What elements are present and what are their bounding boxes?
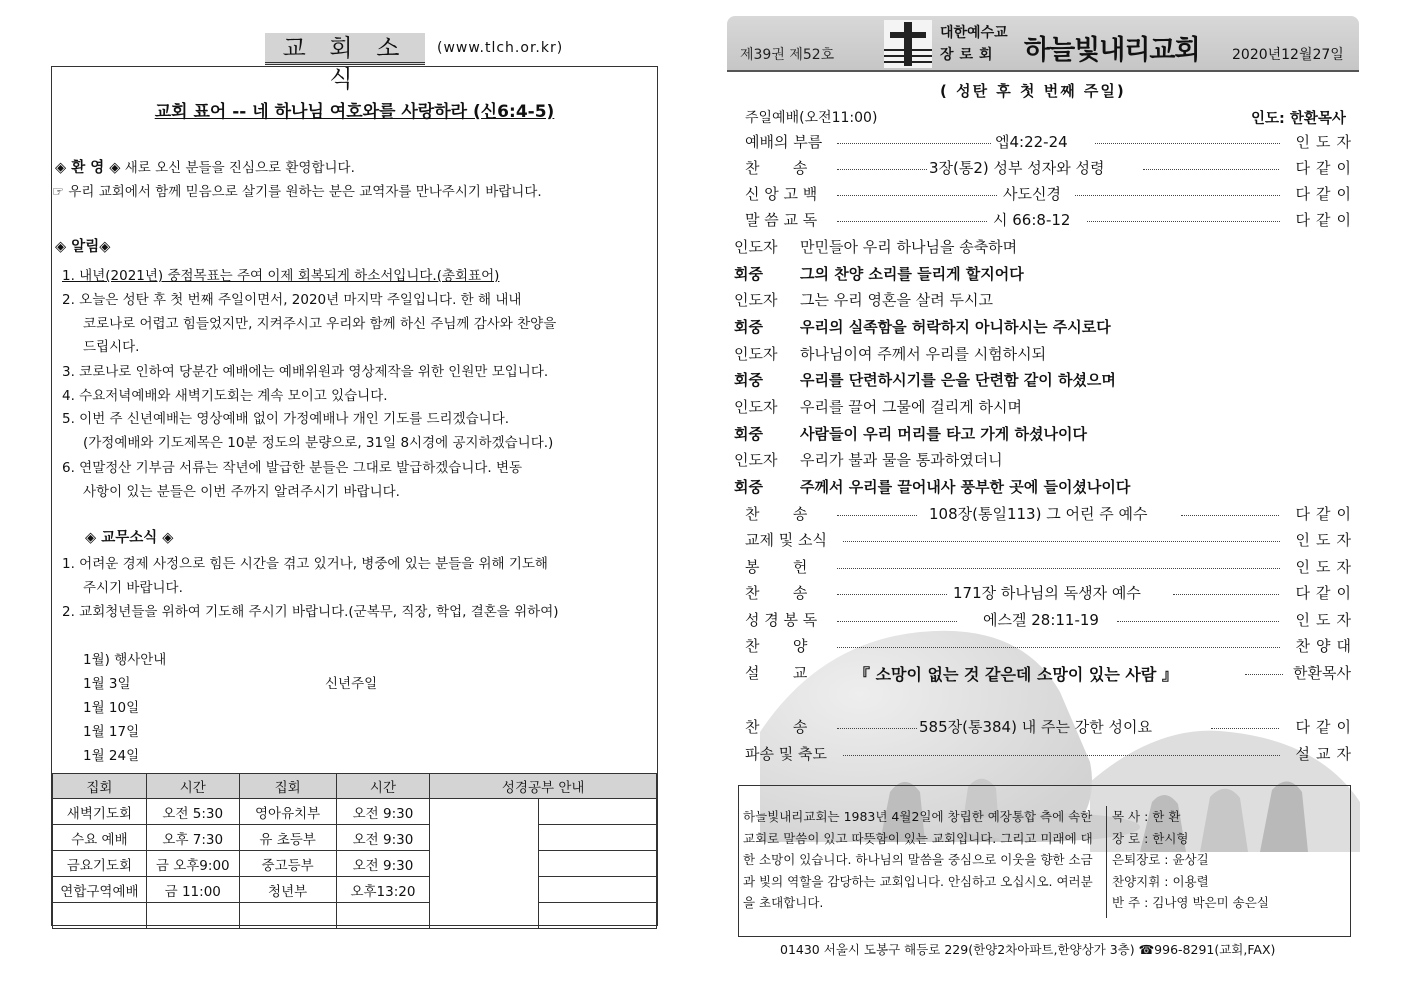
notice-item: (가정예배와 기도제목은 10분 정도의 분량으로, 31일 8시경에 공지하겠습니다.) [83, 435, 554, 451]
table-cell [539, 799, 657, 825]
table-cell: 오전 9:30 [336, 851, 430, 877]
welcome-heading: ◈ 환 영 ◈ 새로 오신 분들을 진심으로 환영합니다. [55, 160, 355, 176]
table-cell [539, 877, 657, 903]
staff-list [1112, 806, 1269, 914]
order-leader: 다같이 [1295, 718, 1357, 736]
event-name: 신년주일 [325, 676, 378, 692]
reading-line: 회중 그의 찬양 소리를 들리게 할지어다 [734, 265, 1024, 283]
reading-line: 회중 우리의 실족함을 허락하지 아니하시는 주시로다 [734, 318, 1111, 336]
order-detail: 시 66:8-12 [993, 211, 1071, 229]
event-date: 1월 10일 [83, 700, 140, 716]
welcome-line: ☞ 우리 교회에서 함께 믿음으로 살기를 원하는 분은 교역자를 만나주시기 바랍니다. [52, 184, 542, 200]
order-leader: 인도자 [1295, 558, 1357, 576]
table-cell: 영아유치부 [239, 799, 336, 825]
order-label: 신 앙 고 백 [745, 185, 818, 203]
table-cell [539, 851, 657, 877]
order-label: 예배의 부름 [745, 133, 823, 151]
news-panel [51, 66, 658, 926]
reading-line: 인도자 그는 우리 영혼을 살려 두시고 [734, 291, 993, 309]
table-cell: 새벽기도회 [53, 799, 147, 825]
worship-order-item [745, 716, 1357, 738]
table-header: 집회 [239, 774, 336, 799]
table-cell: 청년부 [239, 877, 336, 903]
table-header: 집회 [53, 774, 147, 799]
order-detail: 사도신경 [1003, 185, 1061, 203]
table-row [53, 877, 657, 903]
reading-line: 인도자 만민들아 우리 하나님을 송축하며 [734, 238, 1018, 256]
order-detail: 에스겔 28:11-19 [983, 611, 1099, 629]
worship-order-item [745, 662, 1351, 684]
table-cell: 금요기도회 [53, 851, 147, 877]
table-cell: 오전 9:30 [336, 825, 430, 851]
worship-order-item [745, 582, 1357, 604]
worship-order-item [745, 157, 1357, 179]
worship-order-item [745, 183, 1357, 205]
order-label: 파송 및 축도 [745, 745, 827, 763]
order-detail: 3장(통2) 성부 성자와 성령 [929, 159, 1105, 177]
event-date: 1월 24일 [83, 748, 140, 764]
order-detail: 108장(통일113) 그 어린 주 예수 [929, 505, 1148, 523]
notice-item: 드립시다. [83, 339, 140, 355]
church-motto: 교회 표어 -- 네 하나님 여호와를 사랑하라 (신6:4-5) [154, 102, 555, 122]
notice-heading: ◈ 알림◈ [55, 239, 111, 255]
reading-line: 인도자 우리가 불과 물을 통과하였더니 [734, 451, 1003, 469]
order-leader: 찬양대 [1295, 637, 1357, 655]
order-label: 말 씀 교 독 [745, 211, 818, 229]
notice-item: 3. 코로나로 인하여 당분간 예배에는 예배위원과 영상제작을 위한 인원만 모입니다. [62, 364, 549, 380]
order-label: 찬 송 [745, 505, 808, 523]
notice-item: 5. 이번 주 신년예배는 영상예배 없이 가정예배나 개인 기도를 드리겠습니다. [62, 411, 510, 427]
staff-entry: 목 사 : 한 환 [1112, 809, 1181, 824]
order-leader: 다같이 [1295, 185, 1357, 203]
notice-item: 코로나로 어렵고 힘들었지만, 지켜주시고 우리와 함께 하신 주님께 감사와 찬양을 [83, 316, 557, 332]
table-row [53, 903, 657, 929]
order-leader: 인도자 [1295, 611, 1357, 629]
table-header: 시간 [336, 774, 430, 799]
notice-item: 4. 수요저녁예배와 새벽기도회는 계속 모이고 있습니다. [62, 388, 388, 404]
staff-news-item: 2. 교회청년들을 위하여 기도해 주시기 바랍니다.(군복무, 직장, 학업, 결혼을 위하여) [62, 604, 559, 620]
staff-entry: 장 로 : 한시형 [1112, 830, 1189, 846]
church-info-box [738, 785, 1351, 937]
welcome-text: 새로 오신 분들을 진심으로 환영합니다. [120, 160, 355, 176]
worship-order-item [745, 209, 1357, 231]
order-leader: 설교자 [1295, 745, 1357, 763]
website-url: (www.tlch.or.kr) [437, 40, 564, 56]
table-cell [146, 903, 239, 929]
order-detail: 171장 하나님의 독생자 예수 [953, 584, 1141, 602]
staff-news-heading: ◈ 교무소식 ◈ [85, 530, 174, 546]
worship-order-item [745, 743, 1357, 765]
table-cell [539, 903, 657, 929]
worship-order-item [745, 529, 1357, 551]
table-cell [336, 903, 430, 929]
table-cell: 금 오후9:00 [146, 851, 239, 877]
order-leader: 한환목사 [1293, 664, 1351, 682]
notice-item: 2. 오늘은 성탄 후 첫 번째 주일이면서, 2020년 마지막 주일입니다. 한 해 내내 [62, 292, 522, 308]
table-row [53, 851, 657, 877]
order-leader: 다같이 [1295, 159, 1357, 177]
reading-line: 회중 우리를 단련하시기를 은을 단련함 같이 하셨으며 [734, 371, 1116, 389]
section-title: 교 회 소 식 [265, 33, 425, 65]
table-row [53, 799, 657, 825]
event-date: 1월 3일 [83, 676, 131, 692]
service-time: 주일예배(오전11:00) [745, 110, 878, 126]
table-header: 성경공부 안내 [430, 774, 657, 799]
worship-order-item [745, 609, 1357, 631]
table-cell [239, 903, 336, 929]
table-cell: 수요 예배 [53, 825, 147, 851]
service-leader: 인도: 한환목사 [1251, 111, 1346, 127]
staff-entry: 반 주 : 김나영 박은미 송은실 [1112, 895, 1269, 910]
order-leader: 다같이 [1295, 584, 1357, 602]
worship-order-item [745, 556, 1357, 578]
table-row [53, 825, 657, 851]
order-leader: 인도자 [1295, 531, 1357, 549]
reading-line: 회중 사람들이 우리 머리를 타고 가게 하셨나이다 [734, 425, 1087, 443]
church-logo-icon [884, 20, 932, 68]
table-cell [539, 825, 657, 851]
bulletin-date: 2020년12월27일 [1232, 47, 1344, 63]
reading-line: 회중 주께서 우리를 끌어내사 풍부한 곳에 들이셨나이다 [734, 478, 1131, 496]
order-detail: 585장(통384) 내 주는 강한 성이요 [919, 718, 1152, 736]
table-cell: 금 11:00 [146, 877, 239, 903]
notice-item: 사항이 있는 분들은 이번 주까지 알려주시기 바랍니다. [83, 484, 400, 500]
table-cell: 오후 7:30 [146, 825, 239, 851]
denomination-name: 대한예수교 [940, 25, 1008, 41]
table-cell: 오후13:20 [336, 877, 430, 903]
table-cell: 오전 5:30 [146, 799, 239, 825]
denomination-sub: 장로회 [940, 47, 999, 63]
staff-entry: 은퇴장로 : 윤상길 [1112, 852, 1209, 867]
table-cell [53, 903, 147, 929]
church-name: 하늘빛내리교회 [1024, 35, 1200, 66]
order-leader: 다같이 [1295, 505, 1357, 523]
table-cell: 연합구역예배 [53, 877, 147, 903]
worship-order-item [745, 635, 1357, 657]
staff-entry: 찬양지휘 : 이용렬 [1112, 873, 1209, 889]
table-cell: 유 초등부 [239, 825, 336, 851]
event-date: 1월 17일 [83, 724, 140, 740]
church-address: 01430 서울시 도봉구 해등로 229(한양2차아파트,한양상가 3층) ☎996-8291(교회,FAX) [780, 942, 1276, 957]
worship-order-item [745, 503, 1357, 525]
sunday-title: ( 성탄 후 첫 번째 주일) [940, 82, 1126, 100]
worship-order-item [745, 131, 1357, 153]
order-leader: 인도자 [1295, 133, 1357, 151]
order-label: 성 경 봉 독 [745, 611, 818, 629]
order-leader: 다같이 [1295, 211, 1357, 229]
notice-item: 1. 내년(2021년) 중점목표는 주여 이제 회복되게 하소서입니다.(총회표어) [62, 268, 500, 284]
table-header-row [53, 774, 657, 799]
reading-line: 인도자 우리를 끌어 그물에 걸리게 하시며 [734, 398, 1022, 416]
table-cell: 오전 9:30 [336, 799, 430, 825]
order-detail: 엡4:22-24 [991, 131, 1072, 152]
events-heading: 1월) 행사안내 [83, 652, 167, 668]
staff-news-item: 1. 어려운 경제 사정으로 힘든 시간을 겪고 있거나, 병중에 있는 분들을 위해 기도해 [62, 556, 548, 572]
notice-item: 6. 연말정산 기부금 서류는 작년에 발급한 분들은 그대로 발급하겠습니다. 변동 [62, 460, 523, 476]
reading-line: 인도자 하나님이여 주께서 우리를 시험하시되 [734, 345, 1047, 363]
order-label: 찬 송 [745, 718, 808, 736]
issue-number: 제39권 제52호 [740, 47, 835, 63]
order-label: 찬 송 [745, 159, 808, 177]
table-cell: 중고등부 [239, 851, 336, 877]
order-label: 찬 양 [745, 637, 808, 655]
meeting-schedule-table [52, 773, 657, 929]
table-header: 시간 [146, 774, 239, 799]
order-label: 찬 송 [745, 584, 808, 602]
sermon-title: 『 소망이 없는 것 같은데 소망이 있는 사람 』 [854, 665, 1178, 684]
church-introduction: 하늘빛내리교회는 1983년 4월2일에 창립한 예장통합 측에 속한 교회로 말씀이 있고 따뜻함이 있는 교회입니다. 그리고 미래에 대한 소망이 있습니다. 하나님의 말씀을 중심으로 이웃을 향한 소금과 빛의 역할을 감당하는 교회입니다. 안심하고 오십시오. 여러분을 초대합니다. [743, 809, 1093, 910]
order-label: 봉 헌 [745, 558, 808, 576]
staff-news-item: 주시기 바랍니다. [83, 580, 183, 596]
table-cell [430, 799, 539, 929]
order-label: 교제 및 소식 [745, 531, 827, 549]
order-label: 설 교 [745, 664, 808, 682]
